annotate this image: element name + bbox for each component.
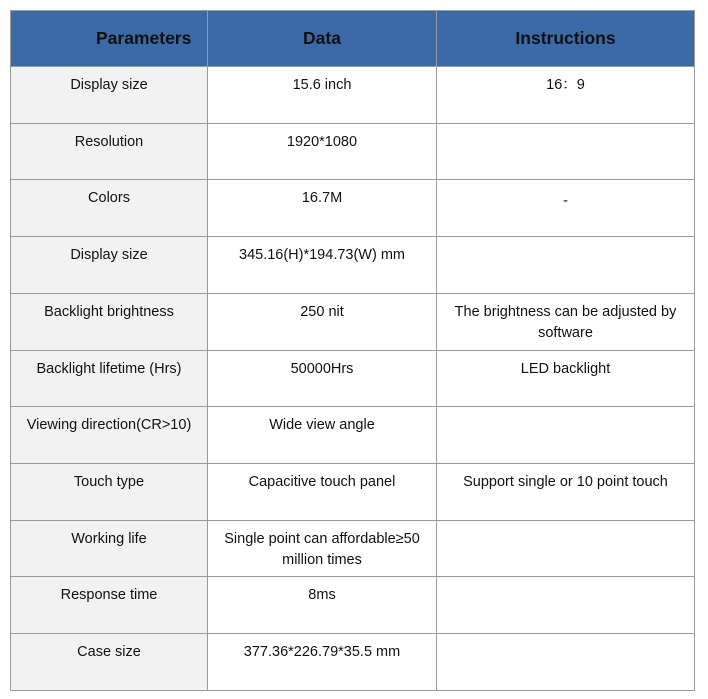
cell-instructions xyxy=(437,237,695,294)
header-instructions: Instructions xyxy=(437,10,695,67)
cell-parameter: Response time xyxy=(10,577,208,634)
cell-parameter: Resolution xyxy=(10,124,208,181)
cell-instructions: 16：9 xyxy=(437,67,695,124)
cell-data: 16.7M xyxy=(208,180,437,237)
cell-data: 15.6 inch xyxy=(208,67,437,124)
spec-table-grid xyxy=(10,10,695,691)
cell-instructions: Support single or 10 point touch xyxy=(437,464,695,521)
cell-data: 377.36*226.79*35.5 mm xyxy=(208,634,437,691)
cell-data: 50000Hrs xyxy=(208,351,437,408)
cell-data: Wide view angle xyxy=(208,407,437,464)
cell-data: Single point can affordable≥50 million times xyxy=(208,521,437,578)
cell-parameter: Viewing direction(CR>10) xyxy=(10,407,208,464)
cell-instructions: LED backlight xyxy=(437,351,695,408)
cell-instructions xyxy=(437,521,695,578)
cell-data: 8ms xyxy=(208,577,437,634)
cell-parameter: Display size xyxy=(10,67,208,124)
cell-parameter: Working life xyxy=(10,521,208,578)
cell-data: 345.16(H)*194.73(W) mm xyxy=(208,237,437,294)
cell-parameter: Case size xyxy=(10,634,208,691)
cell-instructions xyxy=(437,577,695,634)
cell-parameter: Colors xyxy=(10,180,208,237)
spec-table xyxy=(10,10,695,691)
cell-instructions: The brightness can be adjusted by software xyxy=(437,294,695,351)
cell-parameter: Display size xyxy=(10,237,208,294)
cell-instructions xyxy=(437,124,695,181)
cell-parameter: Touch type xyxy=(10,464,208,521)
header-parameters: Parameters xyxy=(10,10,208,67)
cell-data: 1920*1080 xyxy=(208,124,437,181)
cell-parameter: Backlight brightness xyxy=(10,294,208,351)
header-data: Data xyxy=(208,10,437,67)
cell-instructions xyxy=(437,634,695,691)
cell-instructions: - xyxy=(437,180,695,237)
cell-data: 250 nit xyxy=(208,294,437,351)
cell-data: Capacitive touch panel xyxy=(208,464,437,521)
cell-instructions xyxy=(437,407,695,464)
cell-parameter: Backlight lifetime (Hrs) xyxy=(10,351,208,408)
